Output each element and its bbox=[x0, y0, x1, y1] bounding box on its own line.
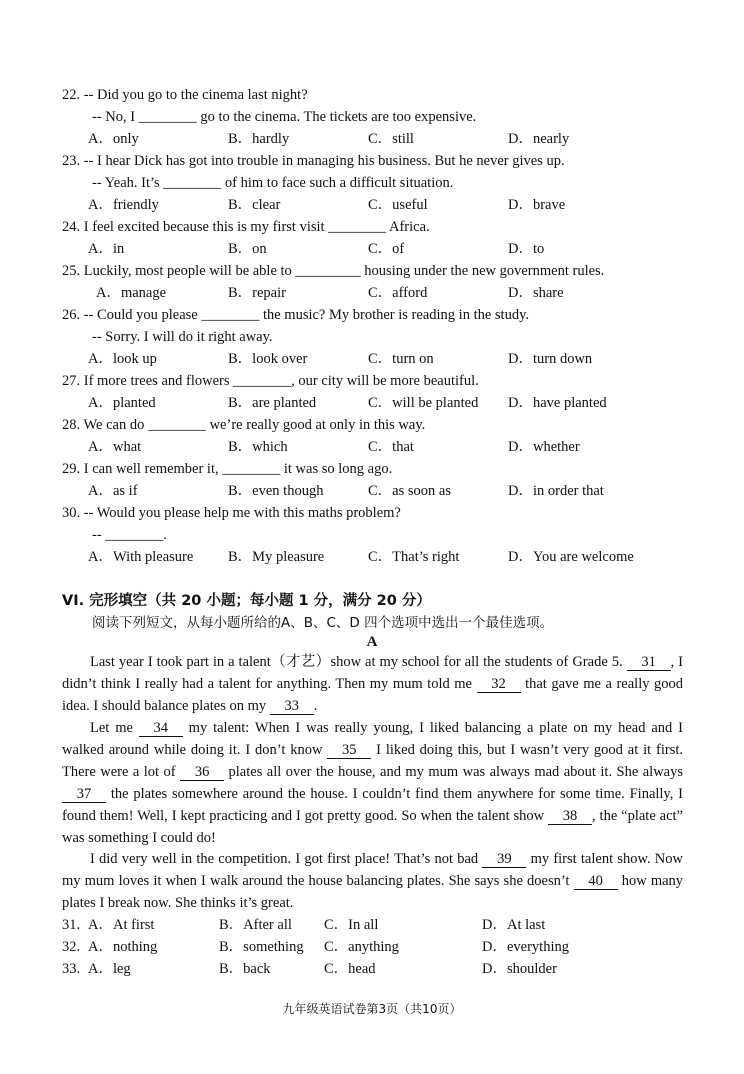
blank-36[interactable]: 36 bbox=[180, 764, 224, 781]
passage-label: A bbox=[366, 634, 378, 650]
question-26-options bbox=[88, 350, 708, 368]
option[interactable]: A．look up bbox=[88, 351, 157, 367]
option[interactable]: B．back bbox=[219, 961, 271, 977]
option[interactable]: B．My pleasure bbox=[228, 549, 325, 565]
option[interactable]: D．to bbox=[508, 241, 545, 257]
question-25-stem: 25. Luckily, most people will be able to _________ housing under the new government rules. bbox=[62, 263, 605, 279]
option[interactable]: C．of bbox=[368, 241, 405, 257]
question-22-stem: 22. -- Did you go to the cinema last night? bbox=[62, 87, 308, 103]
question-26-stem: 26. -- Could you please ________ the music? My brother is reading in the study. bbox=[62, 307, 530, 323]
question-27-stem: 27. If more trees and flowers ________, our city will be more beautiful. bbox=[62, 373, 479, 389]
option[interactable]: A．planted bbox=[88, 395, 156, 411]
option[interactable]: D．nearly bbox=[508, 131, 570, 147]
blank-31[interactable]: 31 bbox=[627, 654, 671, 671]
question-30-line2: -- ________. bbox=[92, 527, 167, 543]
question-number: 33. bbox=[62, 961, 81, 977]
passage-paragraph-2: Let me 34 my talent: When I was really young, I liked balancing a plate on my head and I walked around while doing it. I don’t know 35 I liked doing this, but I wasn’t very good at it first. There were a lot of 36 plates all over the house, and my mum was always mad about it. She always 37 the plates somewhere around the house. I couldn’t find them anywhere for some time. Finally, I found them! Well, I kept practicing and I got pretty good. So when the talent show 38 , the “plate act” was something I could do! bbox=[62, 720, 684, 846]
blank-33[interactable]: 33 bbox=[270, 698, 314, 715]
section-heading: VI. 完形填空（共 20 小题；每小题 1 分，满分 20 分） bbox=[62, 593, 431, 609]
question-22-line2: -- No, I ________ go to the cinema. The tickets are too expensive. bbox=[92, 109, 477, 125]
question-23-stem: 23. -- I hear Dick has got into trouble in managing his business. But he never gives up. bbox=[62, 153, 565, 169]
blank-34[interactable]: 34 bbox=[139, 720, 183, 737]
option[interactable]: B．something bbox=[219, 939, 304, 955]
question-number: 32. bbox=[62, 939, 81, 955]
question-29-options bbox=[88, 482, 708, 500]
question-number: 31. bbox=[62, 917, 81, 933]
option[interactable]: D．everything bbox=[482, 939, 569, 955]
option[interactable]: C．That’s right bbox=[368, 549, 460, 565]
blank-38[interactable]: 38 bbox=[548, 808, 592, 825]
option[interactable]: C．turn on bbox=[368, 351, 434, 367]
option[interactable]: D．You are welcome bbox=[508, 549, 634, 565]
blank-37[interactable]: 37 bbox=[62, 786, 106, 803]
cloze-options-33 bbox=[62, 960, 682, 978]
blank-39[interactable]: 39 bbox=[482, 851, 526, 868]
question-26-line2: -- Sorry. I will do it right away. bbox=[92, 329, 273, 345]
option[interactable]: D．whether bbox=[508, 439, 580, 455]
question-25-options bbox=[96, 284, 716, 302]
option[interactable]: D．turn down bbox=[508, 351, 593, 367]
option[interactable]: A．leg bbox=[88, 961, 131, 977]
option[interactable]: D．brave bbox=[508, 197, 566, 213]
option[interactable]: C．afford bbox=[368, 285, 428, 301]
question-24-options bbox=[88, 240, 708, 258]
option[interactable]: D．At last bbox=[482, 917, 546, 933]
option[interactable]: C．In all bbox=[324, 917, 379, 933]
option[interactable]: A．At first bbox=[88, 917, 155, 933]
question-24-stem: 24. I feel excited because this is my first visit ________ Africa. bbox=[62, 219, 430, 235]
option[interactable]: C．will be planted bbox=[368, 395, 479, 411]
question-29-stem: 29. I can well remember it, ________ it was so long ago. bbox=[62, 461, 393, 477]
question-23-line2: -- Yeah. It’s ________ of him to face such a difficult situation. bbox=[92, 175, 454, 191]
cloze-options-32 bbox=[62, 938, 682, 956]
option[interactable]: C．as soon as bbox=[368, 483, 451, 499]
option[interactable]: A．nothing bbox=[88, 939, 158, 955]
question-30-stem: 30. -- Would you please help me with this maths problem? bbox=[62, 505, 401, 521]
option[interactable]: B．After all bbox=[219, 917, 292, 933]
question-22-options bbox=[88, 130, 708, 148]
option[interactable]: D．have planted bbox=[508, 395, 607, 411]
blank-40[interactable]: 40 bbox=[574, 873, 618, 890]
option[interactable]: B．which bbox=[228, 439, 288, 455]
option[interactable]: D．share bbox=[508, 285, 564, 301]
option[interactable]: B．are planted bbox=[228, 395, 317, 411]
question-30-options bbox=[88, 548, 708, 566]
option[interactable]: C．head bbox=[324, 961, 376, 977]
option[interactable]: B．look over bbox=[228, 351, 308, 367]
option[interactable]: A．only bbox=[88, 131, 139, 147]
question-27-options bbox=[88, 394, 708, 412]
option[interactable]: C．useful bbox=[368, 197, 428, 213]
option[interactable]: B．even though bbox=[228, 483, 324, 499]
option[interactable]: A．manage bbox=[96, 285, 167, 301]
option[interactable]: A．as if bbox=[88, 483, 138, 499]
passage-paragraph-1: Last year I took part in a talent（才艺）show at my school for all the students of Grade 5. 31 , I didn’t think I really had a talent for anything. Then my mum told me 32 that gave me a really good idea. I should balance plates on my 33 . bbox=[62, 654, 684, 714]
option[interactable]: B．hardly bbox=[228, 131, 290, 147]
question-28-options bbox=[88, 438, 708, 456]
option[interactable]: D．in order that bbox=[508, 483, 604, 499]
option[interactable]: B．on bbox=[228, 241, 267, 257]
passage-paragraph-3: I did very well in the competition. I got first place! That’s not bad 39 my first talent show. Now my mum loves it when I walk around the house balancing plates. She says she doesn’t 40 how many plates I break now. She thinks it’s great. bbox=[62, 851, 684, 911]
option[interactable]: B．clear bbox=[228, 197, 281, 213]
question-23-options bbox=[88, 196, 708, 214]
option[interactable]: A．what bbox=[88, 439, 142, 455]
option[interactable]: A．in bbox=[88, 241, 125, 257]
blank-32[interactable]: 32 bbox=[477, 676, 521, 693]
cloze-options-31 bbox=[62, 916, 682, 934]
page-footer: 九年级英语试卷第3页（共10页） bbox=[282, 1002, 462, 1016]
option[interactable]: C．that bbox=[368, 439, 414, 455]
option[interactable]: C．anything bbox=[324, 939, 399, 955]
option[interactable]: A．With pleasure bbox=[88, 549, 194, 565]
option[interactable]: C．still bbox=[368, 131, 414, 147]
section-instruction: 阅读下列短文，从每小题所给的A、B、C、D 四个选项中选出一个最佳选项。 bbox=[92, 615, 554, 631]
blank-35[interactable]: 35 bbox=[327, 742, 371, 759]
option[interactable]: A．friendly bbox=[88, 197, 159, 213]
option[interactable]: B．repair bbox=[228, 285, 286, 301]
question-28-stem: 28. We can do ________ we’re really good at only in this way. bbox=[62, 417, 426, 433]
option[interactable]: D．shoulder bbox=[482, 961, 557, 977]
